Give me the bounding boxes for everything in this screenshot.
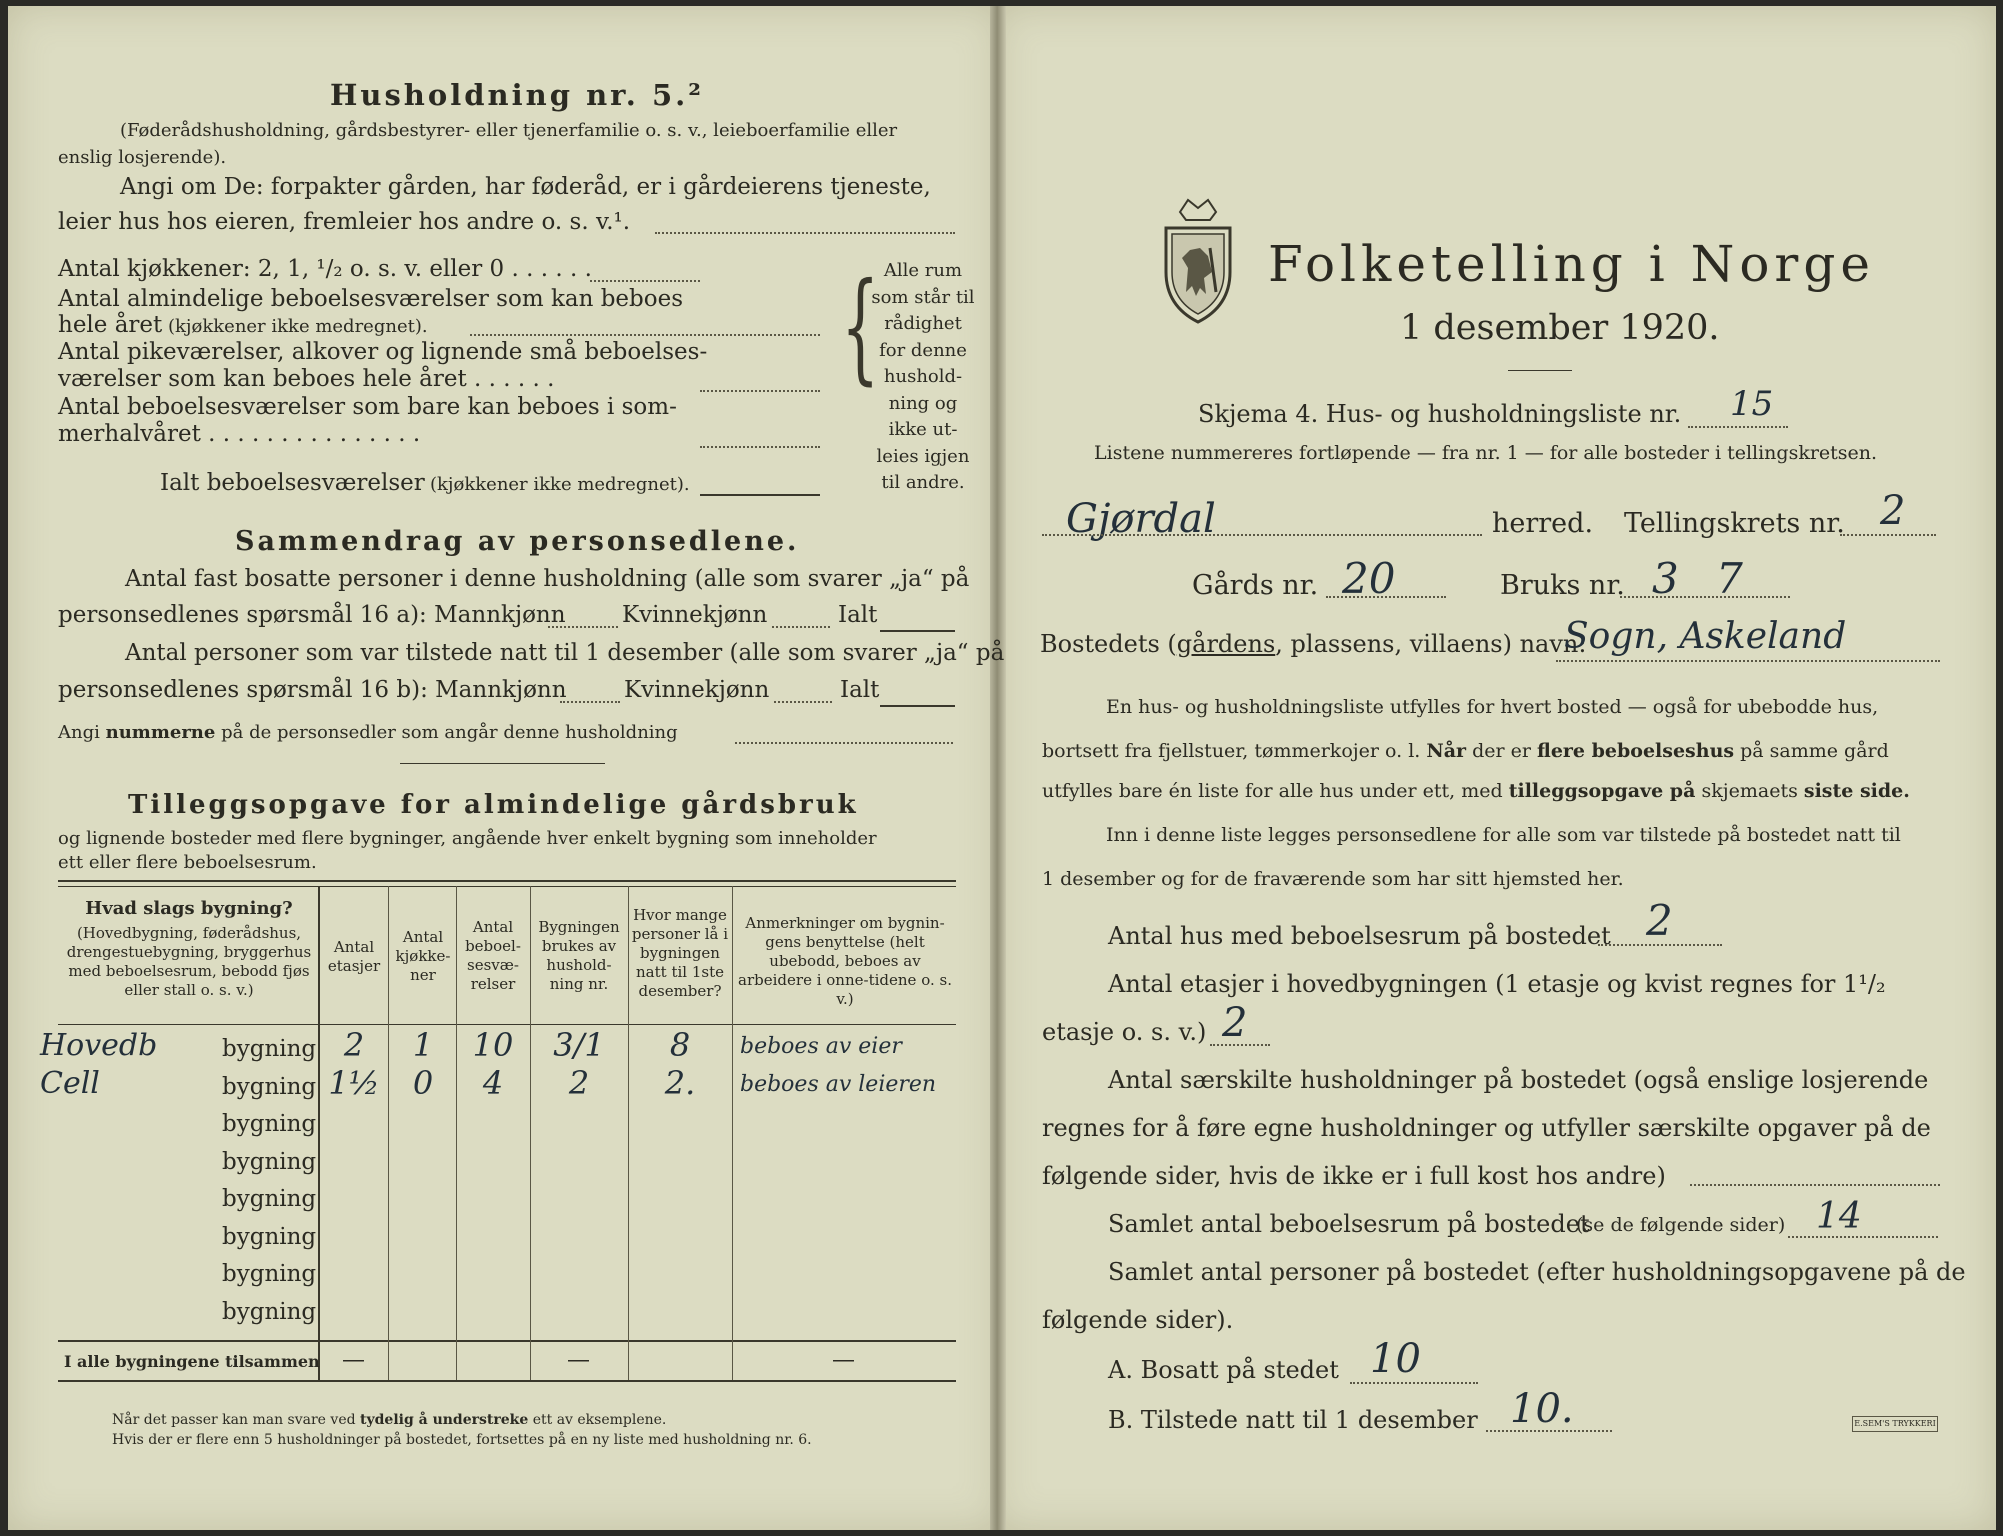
fast-line-1: Antal fast bosatte personer i denne husholdning (alle som svarer „ja“ på bbox=[125, 566, 970, 592]
cell-husholdning[interactable]: 3/1 bbox=[553, 1026, 605, 1064]
angi-line-2: leier hus hos eieren, fremleier hos andre o. s. v.¹. bbox=[58, 209, 631, 235]
cell-kjokkener[interactable]: 1 bbox=[412, 1026, 434, 1064]
header-personer: Hvor mange personer lå i bygningen natt til 1ste desember? bbox=[631, 906, 729, 1000]
printer-stamp: E.SEM'S TRYKKERI bbox=[1852, 1416, 1938, 1432]
skjema-value[interactable]: 15 bbox=[1730, 384, 1774, 424]
brace-glyph: { bbox=[841, 258, 880, 397]
alm-answer[interactable] bbox=[470, 334, 820, 336]
samlet-pers-line-1: Samlet antal personer på bostedet (efter husholdningsopgavene på de bbox=[1108, 1258, 1966, 1286]
table-total-rule bbox=[58, 1340, 956, 1342]
col-rule bbox=[530, 886, 531, 1380]
bosatt-value[interactable]: 10 bbox=[1370, 1336, 1421, 1382]
bosted-value[interactable]: Sogn, Askeland bbox=[1564, 616, 1847, 657]
sommer-line-1: Antal beboelsesværelser som bare kan beboes i som- bbox=[58, 394, 677, 420]
ialt-label: Ialt beboelsesværelser bbox=[160, 470, 425, 496]
bruks-line bbox=[1620, 596, 1790, 598]
building-row-label: bygning bbox=[222, 1148, 317, 1175]
tellingskrets-line bbox=[1840, 534, 1936, 536]
header-vaerelser: Antal beboel-sesvæ-relser bbox=[465, 918, 521, 993]
samlet-pers-line-2: følgende sider). bbox=[1042, 1306, 1234, 1334]
tilstede-line-2b: Kvinnekjønn bbox=[624, 677, 770, 703]
saerskilte-line-2: regnes for å føre egne husholdninger og utfyller særskilte opgaver på de bbox=[1042, 1114, 1931, 1142]
p1-bold: flere beboelseshus bbox=[1537, 740, 1735, 762]
angi-answer-line[interactable] bbox=[655, 232, 955, 234]
p1-text: på samme gård bbox=[1740, 740, 1889, 762]
listene-note: Listene nummereres fortløpende — fra nr. 1 — for alle bosteder i tellingskretsen. bbox=[1094, 442, 1878, 464]
tilstede-value[interactable]: 10. bbox=[1510, 1386, 1574, 1432]
samlet-rum-label: Samlet antal beboelsesrum på bostedet bbox=[1108, 1210, 1590, 1238]
total-etasjer: — bbox=[342, 1347, 365, 1373]
fast-ialt-answer[interactable] bbox=[880, 630, 955, 632]
side-note-line: for denne bbox=[879, 339, 967, 361]
col-rule bbox=[388, 886, 389, 1380]
sommer-line-2: merhalvåret . . . . . . . . . . . . . . . bbox=[58, 421, 421, 447]
cell-kjokkener[interactable]: 0 bbox=[412, 1063, 434, 1102]
tillegg-line-1: og lignende bosteder med flere bygninger, angående hver enkelt bygning som inneholder bbox=[58, 828, 877, 849]
fast-line-2c: Ialt bbox=[838, 602, 878, 628]
p2-line-2: 1 desember og for de fraværende som har sitt hjemsted her. bbox=[1042, 868, 1624, 890]
samlet-rum-line bbox=[1788, 1236, 1938, 1238]
etasjer-line-1: Antal etasjer i hovedbygningen (1 etasje og kvist regnes for 1¹/₂ bbox=[1108, 970, 1886, 998]
side-note-line: Alle rum bbox=[883, 260, 963, 281]
side-note-line: til andre. bbox=[881, 472, 965, 493]
header-type-note: (Hovedbygning, føderådshus, drengestuebygning, bryggerhus med beboelsesrum, bebodd fjøs eller stall o. s. v.) bbox=[66, 924, 312, 999]
cell-anm[interactable]: beboes av eier bbox=[740, 1034, 902, 1059]
cell-etasjer[interactable]: 2 bbox=[343, 1026, 365, 1064]
header-etasjer: Antal etasjer bbox=[327, 938, 381, 975]
tillegg-title: Tilleggsopgave for almindelige gårdsbruk bbox=[128, 790, 859, 820]
nummerne-line bbox=[58, 722, 678, 743]
tellingskrets-label: Tellingskrets nr. bbox=[1624, 508, 1845, 539]
saerskilte-line-3: følgende sider, hvis de ikke er i full kost hos andre) bbox=[1042, 1162, 1666, 1190]
antal-hus-label: Antal hus med beboelsesrum på bostedet bbox=[1108, 922, 1611, 950]
cell-vaerelser[interactable]: 4 bbox=[482, 1063, 504, 1102]
nummerne-text: på de personsedler som angår denne husholdning bbox=[221, 722, 678, 743]
p1-bold: Når bbox=[1426, 740, 1467, 762]
alm-line-1: Antal almindelige beboelsesværelser som kan beboes bbox=[58, 286, 684, 312]
herred-line bbox=[1042, 534, 1482, 536]
etasjer-line bbox=[1210, 1044, 1270, 1046]
header-anm: Anmerkninger om bygnin-gens benyttelse (helt ubebodd, beboes av arbeidere i onne-tidene o. s. v.) bbox=[738, 914, 952, 1008]
building-row-label: bygning bbox=[222, 1073, 317, 1100]
side-note-line: ning og bbox=[888, 392, 958, 414]
p1-line-2 bbox=[1042, 740, 1889, 762]
building-row-label: bygning bbox=[222, 1261, 317, 1287]
table-bottom-rule bbox=[58, 1380, 956, 1382]
col-rule bbox=[732, 886, 733, 1380]
building-row-label: bygning bbox=[222, 1186, 317, 1212]
intro-line-1: (Føderådshusholdning, gårdsbestyrer- eller tjenerfamilie o. s. v., leieboerfamilie eller bbox=[120, 120, 898, 141]
census-date: 1 desember 1920. bbox=[1400, 308, 1720, 348]
side-note-line: leies igjen bbox=[876, 445, 970, 467]
skjema-line bbox=[1688, 426, 1788, 428]
table-top-rule bbox=[58, 880, 956, 882]
antal-hus-value[interactable]: 2 bbox=[1646, 896, 1673, 945]
fast-line-2a: personsedlenes spørsmål 16 a): Mannkjønn bbox=[58, 602, 566, 628]
nummerne-text: Angi bbox=[58, 722, 100, 743]
cell-anm[interactable]: beboes av leieren bbox=[740, 1071, 937, 1097]
samlet-rum-value[interactable]: 14 bbox=[1816, 1196, 1862, 1237]
summary-title: Sammendrag av personsedlene. bbox=[235, 526, 800, 557]
p1-text: bortsett fra fjellstuer, tømmerkojer o. l. bbox=[1042, 740, 1421, 762]
p2-line-1: Inn i denne liste legges personsedlene for alle som var tilstede på bostedet natt til bbox=[1106, 824, 1901, 846]
cell-personer[interactable]: 8 bbox=[669, 1026, 691, 1064]
cell-etasjer[interactable]: 1½ bbox=[328, 1063, 380, 1102]
bosatt-line bbox=[1350, 1382, 1478, 1384]
total-anm: — bbox=[832, 1347, 855, 1373]
gards-value[interactable]: 20 bbox=[1342, 554, 1396, 603]
alm-line-2: hele året bbox=[58, 312, 163, 338]
bosted-text: , plassens, villaens) navn: bbox=[1275, 630, 1587, 658]
p1-line-1: En hus- og husholdningsliste utfylles for hvert bosted — også for ubebodde hus, bbox=[1106, 696, 1879, 718]
total-label: I alle bygningene tilsammen bbox=[64, 1352, 320, 1371]
fast-kvinne-answer[interactable] bbox=[772, 626, 830, 628]
antal-hus-line bbox=[1598, 944, 1722, 946]
footnote-1 bbox=[112, 1412, 666, 1428]
tillegg-line-2: ett eller flere beboelsesrum. bbox=[58, 852, 317, 873]
herred-label: herred. bbox=[1492, 508, 1594, 539]
bruks-value[interactable]: 3 7 bbox=[1652, 554, 1755, 603]
side-note-line: som står til bbox=[871, 286, 975, 308]
tilstede-mann-answer[interactable] bbox=[560, 701, 620, 703]
fast-line-2b: Kvinnekjønn bbox=[622, 602, 768, 628]
divider bbox=[400, 763, 605, 764]
building-row-label: bygning bbox=[222, 1111, 317, 1137]
coat-of-arms-icon bbox=[1158, 198, 1238, 326]
census-title: Folketelling i Norge bbox=[1268, 235, 1875, 293]
p1-text: der er bbox=[1472, 740, 1531, 762]
p1-text: utfylles bare én liste for alle hus under ett, med bbox=[1042, 780, 1503, 802]
footnote-text: Når det passer kan man svare ved bbox=[112, 1412, 356, 1428]
col-rule bbox=[456, 886, 457, 1380]
book-spine bbox=[990, 6, 1006, 1530]
tilstede-ialt-answer[interactable] bbox=[880, 705, 955, 707]
p1-line-3 bbox=[1042, 780, 1910, 802]
tellingskrets-value[interactable]: 2 bbox=[1880, 488, 1906, 534]
bosted-line bbox=[1040, 630, 1586, 658]
tilstede-line-2c: Ialt bbox=[840, 677, 880, 703]
footnote-2: Hvis der er flere enn 5 husholdninger på bostedet, fortsettes på en ny liste med husholdning nr. 6. bbox=[112, 1432, 812, 1448]
intro-line-2: enslig losjerende). bbox=[58, 147, 227, 168]
side-note-line: hushold- bbox=[883, 366, 963, 387]
p1-bold: siste side. bbox=[1803, 780, 1910, 802]
bosted-line-answer bbox=[1556, 660, 1940, 662]
p1-bold: tilleggsopgave på bbox=[1508, 780, 1696, 802]
building-type-value[interactable]: Hovedb bbox=[40, 1028, 158, 1063]
col-rule bbox=[318, 886, 320, 1380]
sommer-answer[interactable] bbox=[700, 446, 820, 448]
total-husholdning: — bbox=[567, 1347, 590, 1373]
cell-personer[interactable]: 2. bbox=[664, 1063, 696, 1102]
tilstede-line-1: Antal personer som var tilstede natt til 1 desember (alle som svarer „ja“ på bbox=[125, 640, 1005, 666]
building-row-label: bygning bbox=[222, 1036, 317, 1062]
cell-vaerelser[interactable]: 10 bbox=[472, 1026, 514, 1064]
footnote-bold: tydelig å understreke bbox=[360, 1412, 529, 1428]
pike-line-1: Antal pikeværelser, alkover og lignende små beboelses- bbox=[58, 339, 708, 365]
etasjer-line-2: etasje o. s. v.) bbox=[1042, 1018, 1207, 1046]
pike-line-2: værelser som kan beboes hele året . . . . . . bbox=[58, 366, 555, 392]
building-row-label: bygning bbox=[222, 1223, 317, 1250]
side-note bbox=[858, 258, 988, 497]
tilstede-line-2a: personsedlenes spørsmål 16 b): Mannkjønn bbox=[58, 677, 567, 703]
fast-mann-answer[interactable] bbox=[548, 626, 618, 628]
tilstede-kvinne-answer[interactable] bbox=[774, 701, 832, 703]
header-kjokkener: Antal kjøkke-ner bbox=[395, 928, 451, 984]
tilstede-line bbox=[1486, 1430, 1612, 1432]
nummerne-bold: nummerne bbox=[105, 722, 216, 743]
header-type: Hvad slags bygning? bbox=[85, 898, 293, 919]
etasjer-value[interactable]: 2 bbox=[1222, 1000, 1248, 1046]
ialt-note: (kjøkkener ikke medregnet). bbox=[430, 474, 690, 495]
tilstede-label: B. Tilstede natt til 1 desember bbox=[1108, 1406, 1478, 1434]
pike-answer[interactable] bbox=[700, 390, 820, 392]
saerskilte-line bbox=[1690, 1184, 1940, 1186]
side-note-line: ikke ut- bbox=[888, 419, 958, 440]
kjokkener-label: Antal kjøkkener: 2, 1, ¹/₂ o. s. v. eller 0 . . . . . . bbox=[58, 256, 592, 282]
samlet-rum-note: (se de følgende sider) bbox=[1576, 1214, 1786, 1236]
alm-note: (kjøkkener ikke medregnet). bbox=[168, 316, 428, 337]
household-title: Husholdning nr. 5.² bbox=[330, 78, 704, 112]
bruks-label: Bruks nr. bbox=[1500, 570, 1625, 601]
bosted-text: Bostedets ( bbox=[1040, 630, 1177, 658]
building-type-value[interactable]: Cell bbox=[40, 1065, 100, 1101]
skjema-label: Skjema 4. Hus- og husholdningsliste nr. bbox=[1198, 400, 1682, 428]
angi-line-1: Angi om De: forpakter gården, har føderåd, er i gårdeierens tjeneste, bbox=[120, 174, 931, 200]
kjokkener-answer[interactable] bbox=[590, 280, 700, 282]
cell-husholdning[interactable]: 2 bbox=[568, 1063, 590, 1102]
saerskilte-line-1: Antal særskilte husholdninger på bostedet (også enslige losjerende bbox=[1108, 1066, 1929, 1094]
title-divider bbox=[1508, 370, 1572, 371]
p1-text: skjemaets bbox=[1701, 780, 1798, 802]
building-row-label: bygning bbox=[222, 1298, 317, 1325]
table-top-rule-2 bbox=[58, 886, 956, 887]
footnote-text: ett av eksemplene. bbox=[532, 1412, 667, 1428]
gards-label: Gårds nr. bbox=[1192, 570, 1319, 601]
header-husholdning: Bygningen brukes av hushold-ning nr. bbox=[538, 918, 620, 993]
side-note-line: rådighet bbox=[884, 313, 962, 334]
ialt-answer[interactable] bbox=[700, 494, 820, 496]
table-header-rule bbox=[58, 1024, 956, 1025]
nummerne-answer[interactable] bbox=[735, 742, 953, 744]
col-rule bbox=[628, 886, 629, 1380]
gards-line bbox=[1326, 596, 1446, 598]
herred-value[interactable]: Gjørdal bbox=[1066, 496, 1216, 542]
bosted-underlined: gårdens bbox=[1176, 630, 1276, 658]
bosatt-label: A. Bosatt på stedet bbox=[1108, 1356, 1339, 1384]
